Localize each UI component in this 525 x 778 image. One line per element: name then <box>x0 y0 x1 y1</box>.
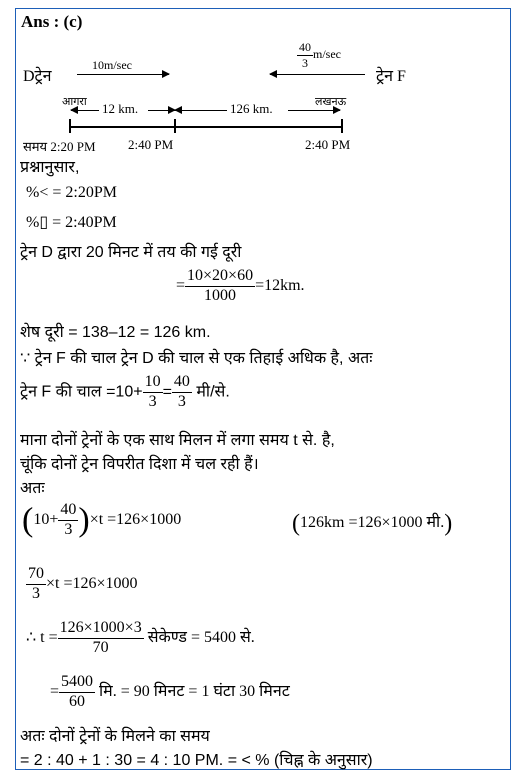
timeline-tick-end <box>341 119 343 133</box>
line-remaining-distance: शेष दूरी = 138–12 = 126 km. <box>20 324 211 341</box>
dist-arrow-2-left <box>175 110 227 111</box>
timeline-tick-mid <box>174 119 176 133</box>
line-therefore: अतः <box>20 480 45 497</box>
line-time-start: %< = 2:20PM <box>26 184 117 201</box>
dist-arrow-1-left <box>71 110 99 111</box>
line-opposite-direction: चूंकि दोनों ट्रेन विपरीत दिशा में चल रही हैं। <box>20 456 259 473</box>
speed-d-label: 10m/sec <box>92 58 132 72</box>
time-label: समय 2:20 PM <box>23 139 96 154</box>
equation-time-seconds: ∴ t = $\frac{126\times 1000\times 3}{70}$ सेकेण्ड = 5400 से. <box>26 619 255 656</box>
line-speed-relation: ∵ ट्रेन F की चाल ट्रेन D की चाल से एक तिहाई अधिक है, अतः <box>20 350 373 367</box>
train-d-arrow <box>77 74 169 75</box>
train-d-label: Dट्रेन <box>23 68 52 85</box>
equation-distance: = $\frac{10\times 20\times 60}{1000}$ =12km. <box>176 267 305 304</box>
distance-126-label: 126 km. <box>230 101 273 116</box>
equation-simplified: $\frac{70}{3}$ ×t =126×1000 <box>28 565 138 602</box>
lucknow-label: लखनऊ <box>315 96 347 108</box>
equation-speed-f: ट्रेन F की चाल =10+ $\frac{10}{3}$ = $\frac{40}{3}$ मी/से. <box>20 373 230 410</box>
line-assume-time: माना दोनों ट्रेनों के एक साथ मिलन में लगा समय t से. है, <box>20 432 335 449</box>
train-f-label: ट्रेन F <box>376 68 406 85</box>
distance-12-label: 12 km. <box>102 101 139 116</box>
train-f-arrow <box>270 74 365 75</box>
agra-label: आगरा <box>62 96 87 108</box>
line-train-d-distance: ट्रेन D द्वारा 20 मिनट में तय की गई दूरी <box>20 244 242 261</box>
time-2: 2:40 PM <box>128 137 174 152</box>
equation-note: (126km =126×1000 मी.) <box>292 510 453 537</box>
equation-time-minutes: = $\frac{5400}{60}$ मि. = 90 मिनट = 1 घंटा 30 मिनट <box>50 673 290 710</box>
speed-f-label: $\frac{40}{3}$ m/sec <box>299 40 341 70</box>
line-meeting-time: अतः दोनों ट्रेनों के मिलने का समय <box>20 728 210 745</box>
answer-label: Ans : (c) <box>21 12 83 31</box>
dist-arrow-2-right <box>288 110 340 111</box>
dist-arrow-1-right <box>148 110 175 111</box>
timeline-bar <box>69 126 342 128</box>
equation-meeting: (10+ $\frac{40}{3}$ )×t =126×1000 <box>22 501 182 539</box>
line-time-end: %▯ = 2:40PM <box>26 214 117 231</box>
line-according-question: प्रश्नानुसार, <box>20 159 80 176</box>
timeline-tick-start <box>69 119 71 133</box>
time-3: 2:40 PM <box>305 137 351 152</box>
line-final-answer: = 2 : 40 + 1 : 30 = 4 : 10 PM. = < % (चिह्न के अनुसार) <box>20 752 373 769</box>
